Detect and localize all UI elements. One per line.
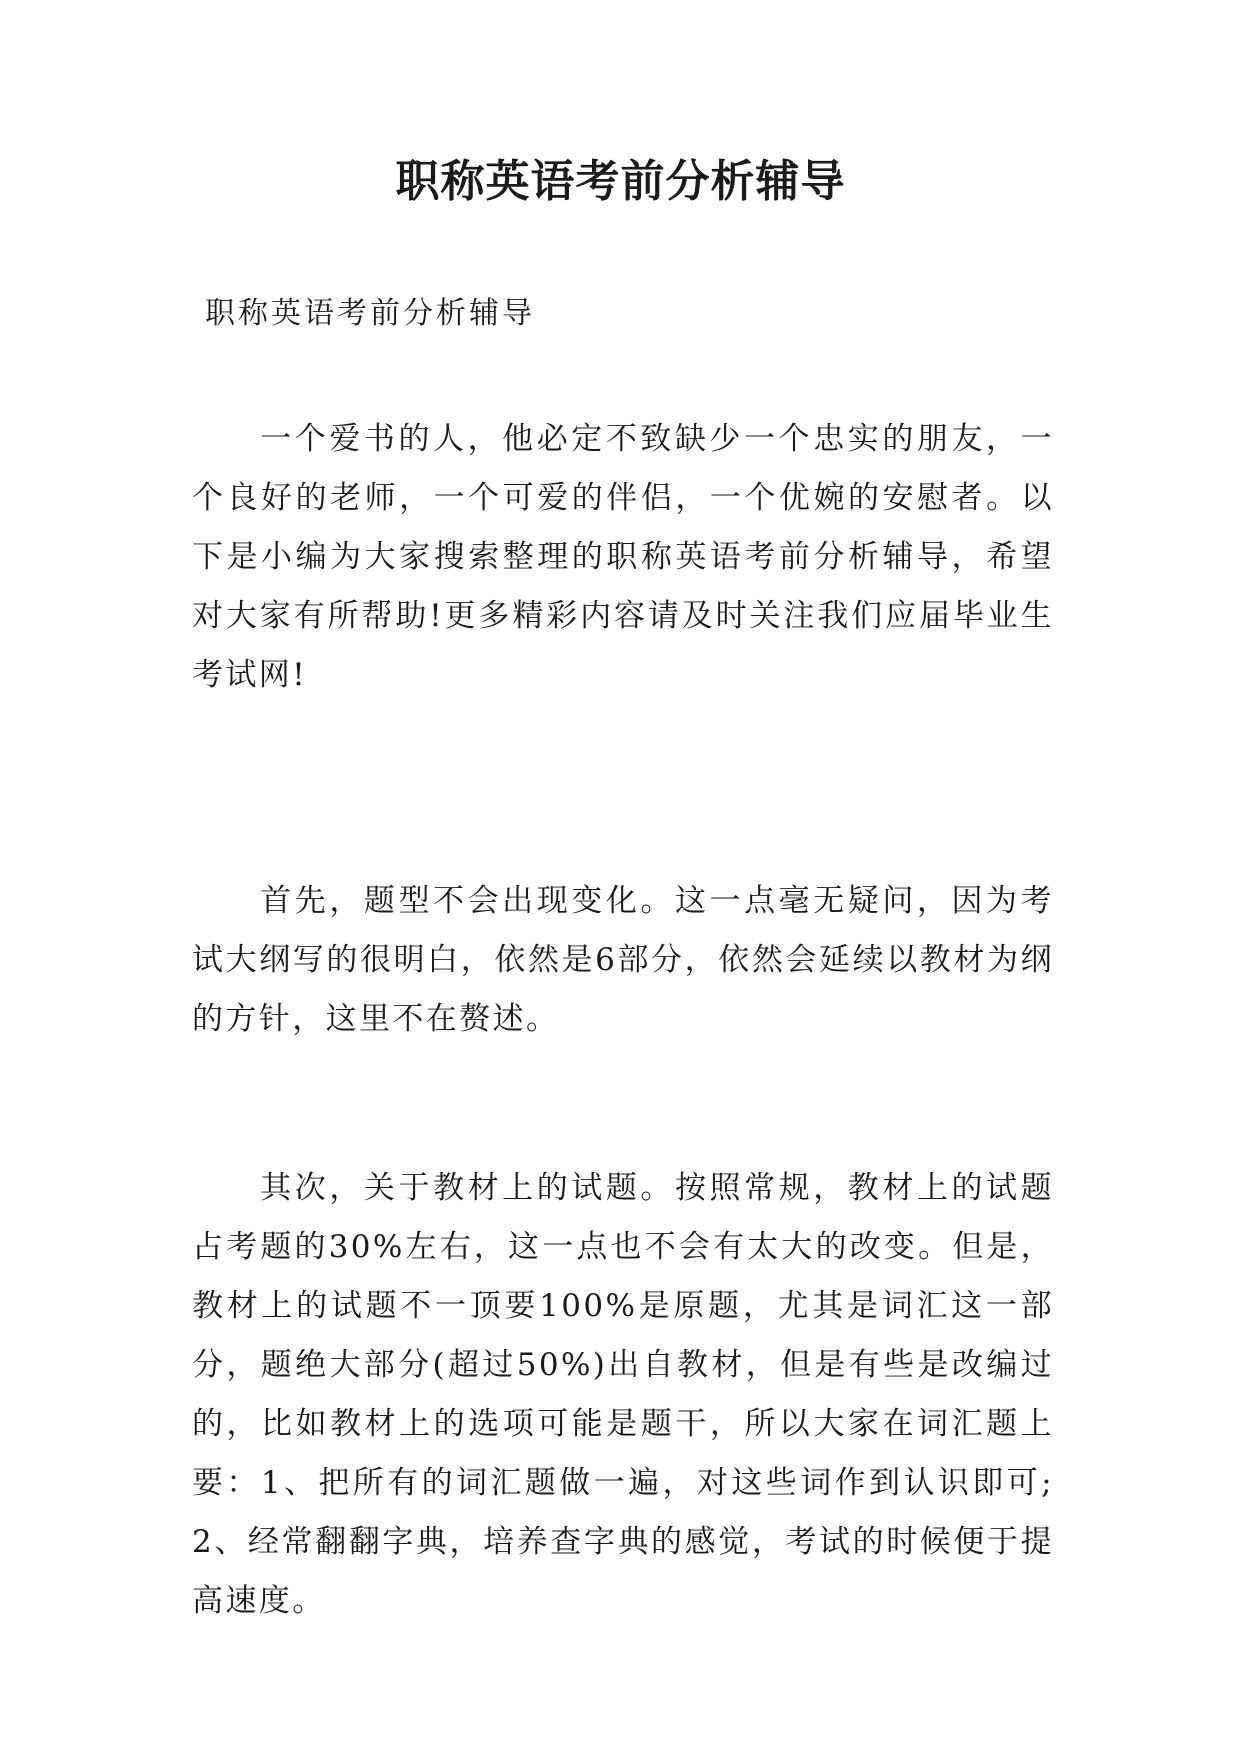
document-subtitle: 职称英语考前分析辅导 <box>205 296 535 331</box>
paragraph-second: 其次，关于教材上的试题。按照常规，教材上的试题占考题的30%左右，这一点也不会有太大的改变。但是，教材上的试题不一顶要100%是原题，尤其是词汇这一部分，题绝大部分(超过50%)出自教材，但是有些是改编过的，比如教材上的选项可能是题干，所以大家在词汇题上要：1、把所有的词汇题做一遍，对这些词作到认识即可;2、经常翻翻字典，培养查字典的感觉，考试的时候便于提高速度。 <box>192 1170 1054 1619</box>
paragraph-intro: 一个爱书的人，他必定不致缺少一个忠实的朋友，一个良好的老师，一个可爱的伴侣，一个优婉的安慰者。以下是小编为大家搜索整理的职称英语考前分析辅导，希望对大家有所帮助!更多精彩内容请及时关注我们应届毕业生考试网! <box>192 421 1054 693</box>
paragraph-first: 首先，题型不会出现变化。这一点毫无疑问，因为考试大纲写的很明白，依然是6部分，依然会延续以教材为纲的方针，这里不在赘述。 <box>192 883 1054 1037</box>
document-title: 职称英语考前分析辅导 <box>395 156 846 207</box>
